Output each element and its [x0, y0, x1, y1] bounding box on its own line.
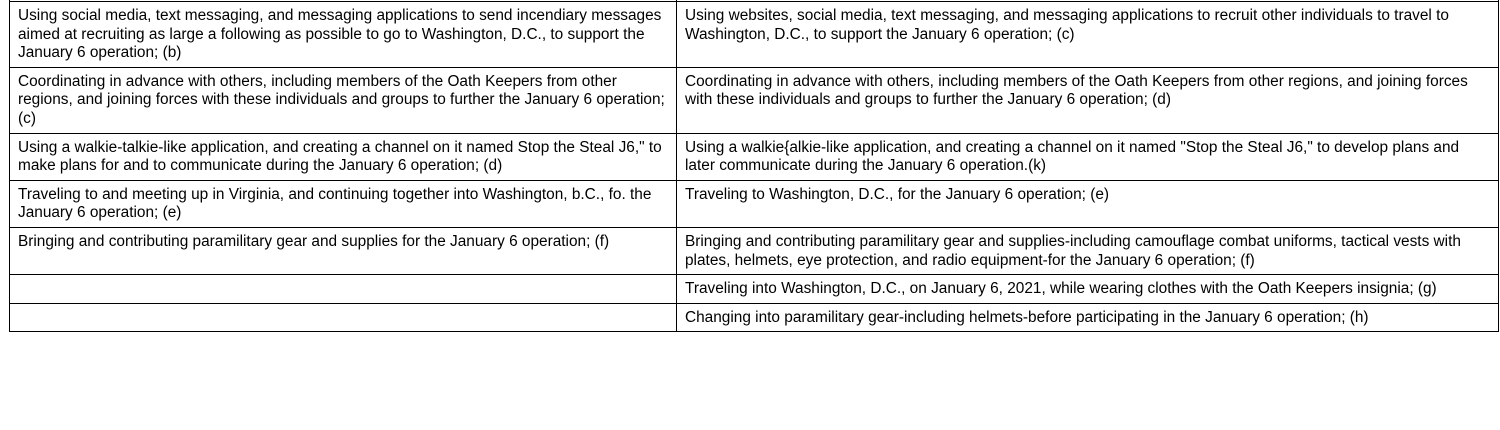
- table-cell-right: Changing into paramilitary gear-including helmets-before participating in the January 6 operation; (h): [677, 303, 1499, 332]
- table-row: [10, 67, 1499, 133]
- table-cell-left: Using a walkie-talkie-like application, and creating a channel on it named Stop the Steal J6," to make plans for and to communicate during the January 6 operation; (d): [10, 133, 677, 180]
- table-cell-right: Traveling into Washington, D.C., on January 6, 2021, while wearing clothes with the Oath Keepers insignia; (g): [677, 275, 1499, 304]
- table-cell-right: Using a walkie{alkie-like application, and creating a channel on it named "Stop the Steal J6," to develop plans and later communicate during the January 6 operation.(k): [677, 133, 1499, 180]
- table-cell-left: [10, 0, 677, 2]
- table-cell-right: Traveling to Washington, D.C., for the January 6 operation; (e): [677, 180, 1499, 227]
- comparison-table: [9, 0, 1499, 332]
- table-row: [10, 133, 1499, 180]
- table-cell-left: Using social media, text messaging, and messaging applications to send incendiary messages aimed at recruiting as large a following as possible to go to Washington, D.C., to support the January 6 operation; (b): [10, 2, 677, 68]
- table-cell-left: [10, 275, 677, 304]
- table-cell-left: [10, 303, 677, 332]
- table-cell-left: Traveling to and meeting up in Virginia, and continuing together into Washington, b.C., fo. the January 6 operation; (e): [10, 180, 677, 227]
- cell-text: [685, 0, 848, 2]
- table-cell-right: [677, 0, 1499, 2]
- table-cell-right: Coordinating in advance with others, including members of the Oath Keepers from other regions, and joining forces with these individuals and groups to further the January 6 operation; (d): [677, 67, 1499, 133]
- table-cell-right: Bringing and contributing paramilitary gear and supplies-including camouflage combat uniforms, tactical vests with plates, helmets, eye protection, and radio equipment-for the January 6 operation; (f): [677, 227, 1499, 274]
- table-cell-left: Coordinating in advance with others, including members of the Oath Keepers from other regions, and joining forces with these individuals and groups to further the January 6 operation; (c): [10, 67, 677, 133]
- table-row: [10, 2, 1499, 68]
- table-row: [10, 303, 1499, 332]
- table-row: [10, 227, 1499, 274]
- table-cell-left: Bringing and contributing paramilitary gear and supplies for the January 6 operation; (f): [10, 227, 677, 274]
- table-row-partial: [10, 0, 1499, 2]
- table-row: [10, 275, 1499, 304]
- table-row: [10, 180, 1499, 227]
- table-cell-right: Using websites, social media, text messaging, and messaging applications to recruit other individuals to travel to Washington, D.C., to support the January 6 operation; (c): [677, 2, 1499, 68]
